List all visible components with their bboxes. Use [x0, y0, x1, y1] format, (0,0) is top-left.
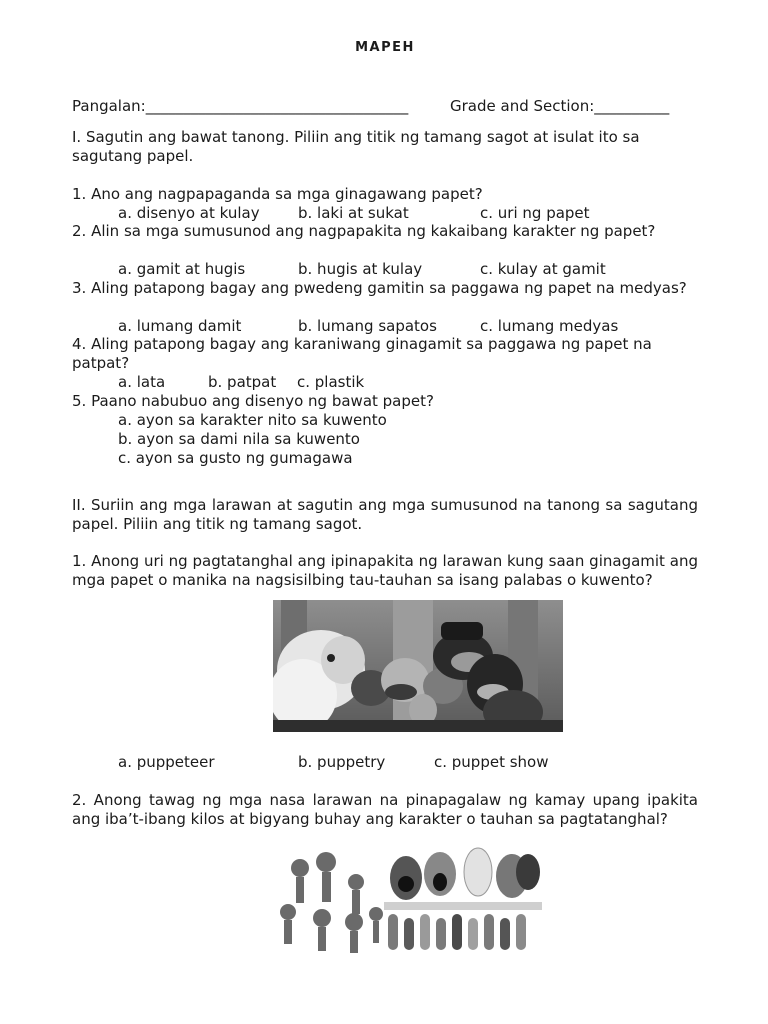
q4-option-b: b. patpat [208, 373, 277, 391]
q2-option-c: c. kulay at gamit [480, 260, 606, 278]
question-1: 1. Ano ang nagpapaganda sa mga ginagawang papet? [72, 185, 483, 203]
q1-option-b: b. laki at sukat [298, 204, 409, 222]
part1-instruction: I. Sagutin ang bawat tanong. Piliin ang titik ng tamang sagot at isulat ito sa sagutang papel. [72, 128, 640, 165]
question-4: 4. Aling patapong bagay ang karaniwang ginagamit sa paggawa ng papet na patpat? [72, 335, 652, 372]
subject-title: MAPEH [355, 40, 415, 55]
q2-option-a: a. gamit at hugis [118, 260, 246, 278]
q4-option-a: a. lata [118, 373, 166, 391]
p2q1-option-b: b. puppetry [298, 753, 386, 771]
q5-option-c: c. ayon sa gusto ng gumagawa [118, 449, 353, 467]
name-field-label: Pangalan:___________________________________ [72, 97, 409, 115]
q1-option-c: c. uri ng papet [480, 204, 590, 222]
q3-option-c: c. lumang medyas [480, 317, 619, 335]
hand-puppets-photo [272, 842, 548, 960]
q1-option-a: a. disenyo at kulay [118, 204, 260, 222]
hand-puppets-illustration [272, 842, 548, 960]
part2-question-2: 2. Anong tawag ng mga nasa larawan na pinapagalaw ng kamay upang ipakita ang iba’t-ibang kilos at bigyang buhay ang karakter o tauhan sa pagtatanghal? [72, 791, 698, 828]
p2q1-option-a: a. puppeteer [118, 753, 215, 771]
grade-section-label: Grade and Section:__________ [450, 97, 670, 115]
q5-option-b: b. ayon sa dami nila sa kuwento [118, 430, 360, 448]
puppet-show-illustration [273, 600, 563, 732]
q3-option-a: a. lumang damit [118, 317, 242, 335]
question-2: 2. Alin sa mga sumusunod ang nagpapakita ng kakaibang karakter ng papet? [72, 222, 656, 240]
q4-option-c: c. plastik [297, 373, 365, 391]
part2-question-1: 1. Anong uri ng pagtatanghal ang ipinapakita ng larawan kung saan ginagamit ang mga papet o manika na nagsisilbing tau-tauhan sa isang palabas o kuwento? [72, 552, 698, 589]
question-3: 3. Aling patapong bagay ang pwedeng gamitin sa paggawa ng papet na medyas? [72, 279, 687, 297]
question-5: 5. Paano nabubuo ang disenyo ng bawat papet? [72, 392, 434, 410]
puppet-show-photo [273, 600, 563, 732]
q5-option-a: a. ayon sa karakter nito sa kuwento [118, 411, 387, 429]
q3-option-b: b. lumang sapatos [298, 317, 437, 335]
part2-instruction: II. Suriin ang mga larawan at sagutin ang mga sumusunod na tanong sa sagutang papel. Piliin ang titik ng tamang sagot. [72, 496, 698, 533]
q2-option-b: b. hugis at kulay [298, 260, 423, 278]
p2q1-option-c: c. puppet show [434, 753, 549, 771]
